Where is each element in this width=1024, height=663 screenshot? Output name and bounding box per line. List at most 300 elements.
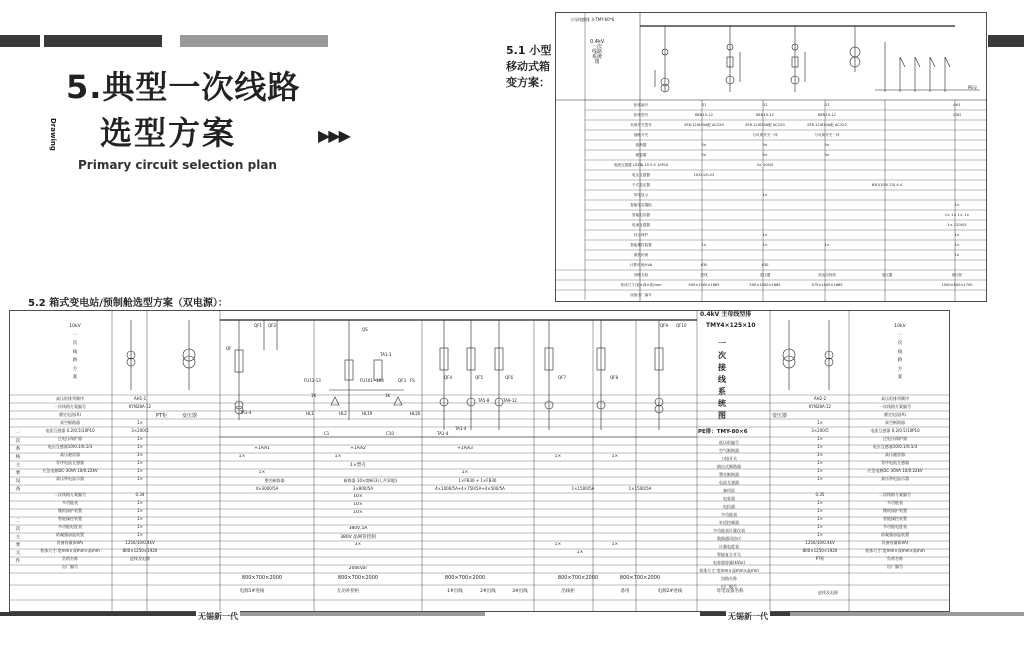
cell-row3: 1× (554, 454, 562, 459)
breaker-label: HL2 (339, 411, 347, 416)
left-title-char: 一 (72, 332, 78, 338)
s51-cell: 630 (761, 263, 769, 267)
breaker-label: QF5 (475, 375, 483, 380)
right-row-label: 高压柜排列顺序 (881, 396, 909, 401)
breaker-label: QF (226, 346, 232, 351)
s51-row-label: 电压互感器 (632, 173, 650, 177)
left-group-b-char: 元 (15, 551, 21, 556)
right-row-label: 负荷名称 (887, 556, 903, 561)
breaker-label: QF7 (558, 375, 566, 380)
cabinet-size: 800×700×2000 (444, 575, 486, 581)
section-51-bus-label: 主母线额排 3-TMY-60*6 (570, 17, 615, 22)
footer-bar-gray-right (790, 612, 1024, 616)
right-row-label: 高压带电显示器 (881, 476, 909, 481)
right-row-value: 1250/10/0.4kV (805, 540, 835, 545)
left-row-label: 应急电源DC-30VA 10/0.22kV (42, 468, 98, 473)
s51-cell: SF6-12/630A配 AC220 (684, 123, 724, 127)
s51-cell: SF6-12/630A配 AC220 (807, 123, 847, 127)
page-subtitle: Primary circuit selection plan (78, 158, 277, 172)
breaker-label: TA9-12 (503, 398, 517, 403)
cell-row4: 1×塑壳 (350, 463, 366, 468)
s51-cell: AH1 (953, 103, 961, 107)
left-title-char: 次 (72, 341, 78, 346)
section-51-pe-label: PE母 (968, 85, 977, 90)
s51-row-label: 避雷器 (635, 153, 647, 157)
s51-row-label: 干式变压器 (632, 183, 650, 187)
cell-reactor: 3× (354, 542, 362, 547)
right-title-char: 路 (897, 358, 903, 363)
cell-row7: 4×3000/5A (255, 486, 279, 491)
s51-row-label: 微机综保 (633, 253, 649, 257)
cell-row6: 塑壳断路器 (264, 478, 285, 483)
left-group-b-char: 要 (15, 543, 21, 548)
cabinet-size: 800×700×2000 (337, 575, 379, 581)
center-row-label: 电容器容量(kVar) (713, 560, 745, 565)
cell-reactor: 380V 晶闸管控制 (340, 535, 376, 540)
left-row-value: 1250/10/0.4kV (125, 540, 155, 545)
left-row-label: 柜体尺寸:宽mm×深mm×高mm (40, 548, 100, 553)
s51-row-label: 柜体编号 (633, 103, 649, 107)
breaker-label: TA1-4 (437, 431, 449, 436)
s51-cell: 375×1000×1665 (811, 283, 843, 287)
center-vtitle-char: 一 (718, 339, 726, 348)
right-row-label: 额定电流(A) (884, 412, 906, 417)
right-title-char: 10kV (894, 324, 906, 329)
s51-row-label: 智能电容器组 (630, 203, 652, 207)
center-vtitle-char: 系 (718, 387, 726, 396)
s51-cell: 630 (700, 263, 708, 267)
right-row-value: 1× (817, 468, 823, 473)
s51-cell: 1× (954, 203, 960, 207)
s51-cell: 500×1000×1665 (688, 283, 720, 287)
center-vtitle-char: 接 (718, 363, 726, 372)
left-row-value: 0.34 (135, 492, 145, 497)
left-row-value: 3× (137, 452, 143, 457)
right-row-value: 3× (817, 452, 823, 457)
cabinet-size: 800×700×2000 (241, 575, 283, 581)
s51-cell: 1× (762, 243, 768, 247)
cell-reactor: 380V,5A (348, 526, 368, 531)
left-row-value: KYN28A-12 (128, 404, 152, 409)
s51-cell: G2 (762, 103, 768, 107)
breaker-label: 1K (311, 393, 317, 398)
circuit-name: 电源2#进线 (657, 589, 683, 594)
cell-row3: 1× (611, 454, 619, 459)
breaker-label: QF1 (254, 323, 262, 328)
capacity-value: 200kVar (348, 566, 368, 571)
s51-cell: 3× (701, 143, 707, 147)
left-row-label: 智能操控装置 (58, 516, 82, 521)
cell-cap: 10× (353, 502, 363, 507)
header-bar-gray (180, 35, 328, 47)
s51-row-label: 带电显示 (633, 193, 649, 197)
cell-row6: 断路器 10×熔断(3只,共10组) (343, 478, 398, 483)
right-row-value: 1× (817, 436, 823, 441)
circuit-name: 备用 (620, 589, 630, 594)
breaker-label: QF2 (268, 323, 276, 328)
left-row-label: 负荷名称 (62, 556, 78, 561)
s51-row-label: 回路名称 (633, 273, 649, 277)
left-group-b-char: 主 (15, 535, 21, 540)
left-row-value: 1× (137, 436, 143, 441)
right-row-label: 高压避雷器 (885, 452, 905, 457)
section-51-heading-l1: 5.1 小型 (506, 44, 552, 57)
cell-row7: 1×1500/5A (628, 486, 652, 491)
right-row-value: KYN28A-12 (808, 404, 832, 409)
s51-cell: 与负荷开关一体 (814, 133, 840, 137)
left-row-value: 1× (137, 516, 143, 521)
center-row-label: 低压柜编号 (719, 440, 739, 445)
s51-cell: SF6-12/630A配 AC220 (745, 123, 785, 127)
s51-cell: 3× 100/5 (756, 163, 774, 167)
center-vtitle-char: 线 (718, 375, 726, 384)
center-row-label: 出厂编号 (721, 584, 737, 589)
right-row-value: PT柜 (815, 556, 825, 561)
left-row-label: 真空断路器 (60, 420, 80, 425)
s51-cell: 1000×800×1700 (941, 283, 973, 287)
breaker-label: QF8 (610, 375, 618, 380)
circuit-name: 2#出线 (480, 589, 496, 594)
right-row-value: 0.35 (815, 492, 825, 497)
left-title-char: 方 (72, 366, 78, 372)
header-bar-dark (44, 35, 162, 47)
cell-row3: 1× (334, 454, 342, 459)
s51-cell: 1× (954, 253, 960, 257)
circuit-name: 电源1#进线 (239, 589, 265, 594)
right-row-label: 出厂编号 (887, 564, 903, 569)
header-bar-dark-left (0, 35, 40, 47)
center-row-label: 电抗器 (723, 504, 735, 509)
cabinet-id: +1AA3 (457, 446, 473, 451)
cabinet-id: +1AA1 (254, 446, 270, 451)
left-row-value: 1× (137, 420, 143, 425)
breaker-label: C10 (386, 431, 394, 436)
s51-row-label: 电流互感器 (632, 223, 650, 227)
center-row-label: 电流互感器 (719, 480, 739, 485)
right-row-label: 一次线路方案编号 (879, 404, 911, 409)
section-51-heading-l3: 变方案： (506, 76, 550, 89)
left-row-value: 进线及电源 (130, 556, 150, 561)
left-group-a-char: 系 (15, 447, 21, 452)
left-title-char: 案 (72, 375, 78, 380)
breaker-label: QF6 (505, 375, 513, 380)
page-title-line2: 选型方案 (100, 114, 237, 152)
cell-row7: 4×1000/5A+4×750/5A+4×500/5A (435, 486, 505, 491)
center-row-label: 抽出式断路器 (717, 464, 741, 469)
s51-row-label: 熔断器 (635, 143, 647, 147)
right-title-char: 案 (897, 375, 903, 380)
left-row-label: 过电压保护器 (58, 436, 82, 441)
left-row-label: 高压带电显示器 (56, 476, 84, 481)
left-row-label: 额定电流(A) (59, 412, 81, 417)
left-row-value: 1× (137, 468, 143, 473)
breaker-label: TA1-4 (455, 426, 467, 431)
left-row-value: 1× (137, 460, 143, 465)
center-bus-title: 0.4kV 主母线型排 (700, 311, 752, 318)
right-row-label: 多功能表 (887, 500, 903, 505)
breaker-label: HL19 (362, 411, 373, 416)
left-row-value: AH1-1 (133, 396, 147, 401)
s51-cell: G3 (824, 103, 830, 107)
s51-cell: 1× (762, 233, 768, 237)
pt-label-left: PT柜 (156, 413, 168, 419)
s51-cell: 3× (762, 153, 768, 157)
breaker-label: FS (410, 378, 415, 383)
s51-cell: 1× (762, 193, 768, 197)
s51-row-label: 计算负荷/kVA (629, 263, 653, 267)
breaker-label: HL1 (306, 411, 314, 416)
s51-cell: 1× 1200/5 (947, 223, 967, 227)
breaker-label: TA1-4 (240, 410, 252, 415)
left-group-a-char: 备 (15, 487, 21, 492)
s51-cell: G1 (701, 103, 707, 107)
section-51-diagram-title: 0.4kV 一次线路系统图 (590, 39, 605, 65)
center-row-label: 多功能表计量仪表 (713, 528, 745, 533)
cell-row6: 1×FB30 + 1×FB30 (458, 478, 497, 483)
left-group-a-char: 设 (15, 479, 21, 484)
cell-cap: 10× (353, 510, 363, 515)
center-row-label: 智能复合开关 (717, 552, 741, 557)
center-row-label: 数据通讯协议 (717, 536, 741, 541)
right-row-value: 1× (817, 476, 823, 481)
left-row-value: 1× (137, 476, 143, 481)
s51-cell: 1× 1× 1× 1× (944, 213, 970, 217)
breaker-label: HL20 (410, 411, 421, 416)
right-row-value: 3×200/5 (811, 428, 829, 433)
transformer-label-left: 变压器 (182, 413, 198, 419)
breaker-label: QF4 (444, 375, 452, 380)
circuit-name: 无功补偿柜 (336, 589, 360, 594)
s51-cell: 3× (701, 153, 707, 157)
center-row-label: 补偿控制器 (719, 520, 739, 525)
cell-cap: 10× (353, 494, 363, 499)
right-row-label: 零序电流互感器 (881, 460, 909, 465)
s51-cell: 3× (824, 143, 830, 147)
s51-row-label: 柜体尺寸(宽×深×高)mm (620, 283, 662, 287)
center-row-label: 塑壳断路器 (719, 472, 739, 477)
s51-cell: 630(10/0.23) 4.4 (871, 183, 903, 187)
s51-cell: 3× (762, 143, 768, 147)
header-bar-dark-right (988, 35, 1024, 47)
page-title-line1: 5.典型一次线路 (66, 68, 301, 106)
right-row-label: 电压互感器10/0.1/0.1/3 (872, 444, 918, 449)
breaker-label: 1K (385, 393, 391, 398)
left-row-label: 多功能表 (62, 500, 78, 505)
breaker-label: FU11-13 (304, 378, 321, 383)
center-row-label: 多功能表 (721, 512, 737, 517)
right-row-value: 1× (817, 508, 823, 513)
breaker-label: TA1-3 (380, 352, 392, 357)
cell-bottom: 1× (554, 542, 562, 547)
right-row-label: 电流互感器 0.2/0.5/10P10 (870, 428, 920, 433)
s51-cell: 1× (954, 243, 960, 247)
left-row-label: 一次线路方案编号 (54, 404, 86, 409)
s51-row-label: 熔断开关 (633, 133, 649, 137)
right-row-label: 柜体尺寸:宽mm×深mm×高mm (865, 548, 925, 553)
cabinet-id: +1AA2 (350, 446, 366, 451)
s51-cell: 1× (954, 233, 960, 237)
center-vtitle-char: 图 (718, 411, 726, 420)
right-title-char: 次 (897, 341, 903, 346)
arrows-icon: ▶▶▶ (318, 126, 349, 145)
center-row-label: 电容器 (723, 496, 735, 501)
center-row-label: 空气断路器 (719, 448, 739, 453)
right-title-char: 一 (897, 332, 903, 338)
cell-row3: 1× (238, 454, 246, 459)
left-row-label: 微机保护装置 (58, 508, 82, 513)
s51-row-label: 设备出厂编号 (630, 293, 652, 297)
left-row-label: 二次线路方案编号 (54, 492, 86, 497)
left-group-a-char: 要 (15, 471, 21, 476)
breaker-label: C1 (324, 431, 330, 436)
s51-cell: 变压器 (881, 273, 893, 277)
cell-bottom: 1× (611, 542, 619, 547)
section-52-heading: 5.2 箱式变电站/预制舱选型方案（双电源）： (28, 298, 228, 309)
circuit-name: 母电设备名称 (716, 589, 744, 594)
left-group-b-char: 件 (15, 559, 21, 564)
right-row-value: 1× (817, 500, 823, 505)
right-row-value: 1× (817, 444, 823, 449)
left-group-a-char: 次 (15, 439, 21, 444)
left-group-a-char: 一 (15, 431, 21, 436)
left-row-label: 防凝露加温装置 (56, 532, 84, 537)
cabinet-size: 800×700×2000 (619, 575, 661, 581)
left-row-value: 1× (137, 444, 143, 449)
center-vertical-title (715, 338, 729, 422)
right-panel-title (885, 323, 915, 383)
s51-cell: 500×1000×1665 (749, 283, 781, 287)
breaker-label: QS (362, 327, 368, 332)
footer-bar-gray-left (225, 612, 485, 616)
cell-row5: 1× (461, 470, 469, 475)
s51-row-label: 综合保护 (633, 233, 649, 237)
left-row-label: 高压柜排列顺序 (56, 396, 84, 401)
section-51-heading-l2: 移动式箱 (506, 60, 550, 73)
center-row-label: 计量电度表 (719, 544, 739, 549)
right-row-value: 1× (817, 524, 823, 529)
center-vtitle-char: 次 (718, 351, 726, 360)
breaker-label: QF3 (398, 378, 406, 383)
center-pe-spec: PE排：TMY-80×6 (698, 429, 748, 435)
right-row-label: 微机保护装置 (883, 508, 907, 513)
breaker-label: FU101~103 (360, 378, 384, 383)
s51-cell: 1× (701, 243, 707, 247)
breaker-label: TA5-8 (478, 398, 490, 403)
circuit-name: 出线柜 (561, 589, 575, 594)
left-row-value: 3×200/5 (131, 428, 149, 433)
s51-cell: 变压器 (759, 273, 771, 277)
left-title-char: 10kV (69, 324, 81, 329)
cell-row7: 1×1500/5A (571, 486, 595, 491)
left-row-label: 多功能电度表 (58, 524, 82, 529)
side-word: Drawing (49, 118, 57, 151)
center-row-label: 柜体尺寸:宽mm×深mm×高mm (699, 568, 759, 573)
center-row-label: 刀熔开关 (721, 456, 737, 461)
center-bus-spec: TMY4×125×10 (706, 322, 756, 329)
right-row-label: 防凝露加温装置 (881, 532, 909, 537)
right-row-label: 过电压保护器 (883, 436, 907, 441)
s51-cell: BEN15-12 (756, 113, 774, 117)
s51-row-label: 智能电容器 (632, 213, 650, 217)
left-row-value: 1× (137, 508, 143, 513)
s51-cell: 进线 (700, 273, 708, 277)
s51-row-label: 柜体型号 (633, 113, 649, 117)
left-group-a-char: 主 (15, 463, 21, 468)
left-row-label: 零序电流互感器 (56, 460, 84, 465)
right-incoming-label: 进线及电源 (818, 590, 838, 595)
right-row-value: 1× (817, 532, 823, 537)
center-row-label: 备用屏 (723, 488, 735, 493)
breaker-label: QF9 (660, 323, 668, 328)
s51-cell: 低压柜 (951, 273, 963, 277)
s51-cell: 与负荷开关一体 (752, 133, 778, 137)
left-row-value: 1× (137, 500, 143, 505)
left-row-label: 电流互感器 0.2/0.5/10P10 (45, 428, 95, 433)
right-row-value: 800×1250×1920 (802, 548, 838, 553)
left-row-value: 1× (137, 524, 143, 529)
right-row-value: 1× (817, 460, 823, 465)
s51-row-label: 负荷开关型号 (630, 123, 652, 127)
right-row-label: 真空断路器 (885, 420, 905, 425)
center-vtitle-char: 统 (718, 399, 726, 408)
right-title-char: 线 (897, 349, 903, 355)
transformer-label-right: 变压器 (772, 413, 788, 419)
right-row-value: 1× (817, 420, 823, 425)
s51-cell: 1× (824, 243, 830, 247)
cell-bottom: 1× (576, 550, 584, 555)
cell-row7: 3×800/5A (352, 486, 374, 491)
left-row-label: 高压避雷器 (60, 452, 80, 457)
left-title-char: 路 (72, 358, 78, 363)
right-row-value: 1× (817, 516, 823, 521)
s51-cell: BEN15-12 (695, 113, 713, 117)
left-row-label: 设备容量(kVA) (56, 540, 84, 545)
right-row-label: 智能操控装置 (883, 516, 907, 521)
right-row-label: 设备容量(kVA) (881, 540, 909, 545)
left-row-value: 1× (137, 532, 143, 537)
circuit-name: 3#出线 (512, 589, 528, 594)
right-row-label: 应急电源DC-30VA 10/0.22kV (867, 468, 923, 473)
left-group-a-char: 统 (15, 455, 21, 460)
footer-bar-dark-left (0, 612, 225, 616)
s51-cell: GXD (952, 113, 961, 117)
s51-cell: BEN15-12 (818, 113, 836, 117)
left-row-value: 800×1250×1920 (122, 548, 158, 553)
left-title-char: 线 (72, 349, 78, 355)
cell-row5: 1× (258, 470, 266, 475)
s51-cell: 3× (824, 153, 830, 157)
footer-right-brand: 无锡新一代 (728, 612, 768, 621)
s51-row-label: 电流互感器 LZZBJ-10 0.5 10P10 (613, 163, 669, 167)
cabinet-size: 800×700×2000 (557, 575, 599, 581)
left-row-label: 电压互感器10/0.1/0.1/3 (47, 444, 93, 449)
center-row-label: 回路名称 (721, 576, 737, 581)
s51-cell: 10/0.1/0.22 (693, 173, 715, 177)
s51-cell: 高压出线柜 (818, 273, 836, 277)
footer-left-brand: 无锡新一代 (198, 612, 238, 621)
right-row-value: AH2-2 (813, 396, 827, 401)
circuit-name: 1#出线 (447, 589, 463, 594)
left-group-b-char: 二 (15, 519, 21, 524)
s51-row-label: 智能操控装置 (630, 243, 652, 247)
right-row-label: 二次线路方案编号 (879, 492, 911, 497)
breaker-label: QF10 (676, 323, 687, 328)
left-panel-title (60, 323, 90, 383)
left-row-label: 出厂编号 (62, 564, 78, 569)
right-row-label: 多功能电度表 (883, 524, 907, 529)
left-group-b-char: 次 (15, 527, 21, 532)
right-title-char: 方 (897, 366, 903, 372)
